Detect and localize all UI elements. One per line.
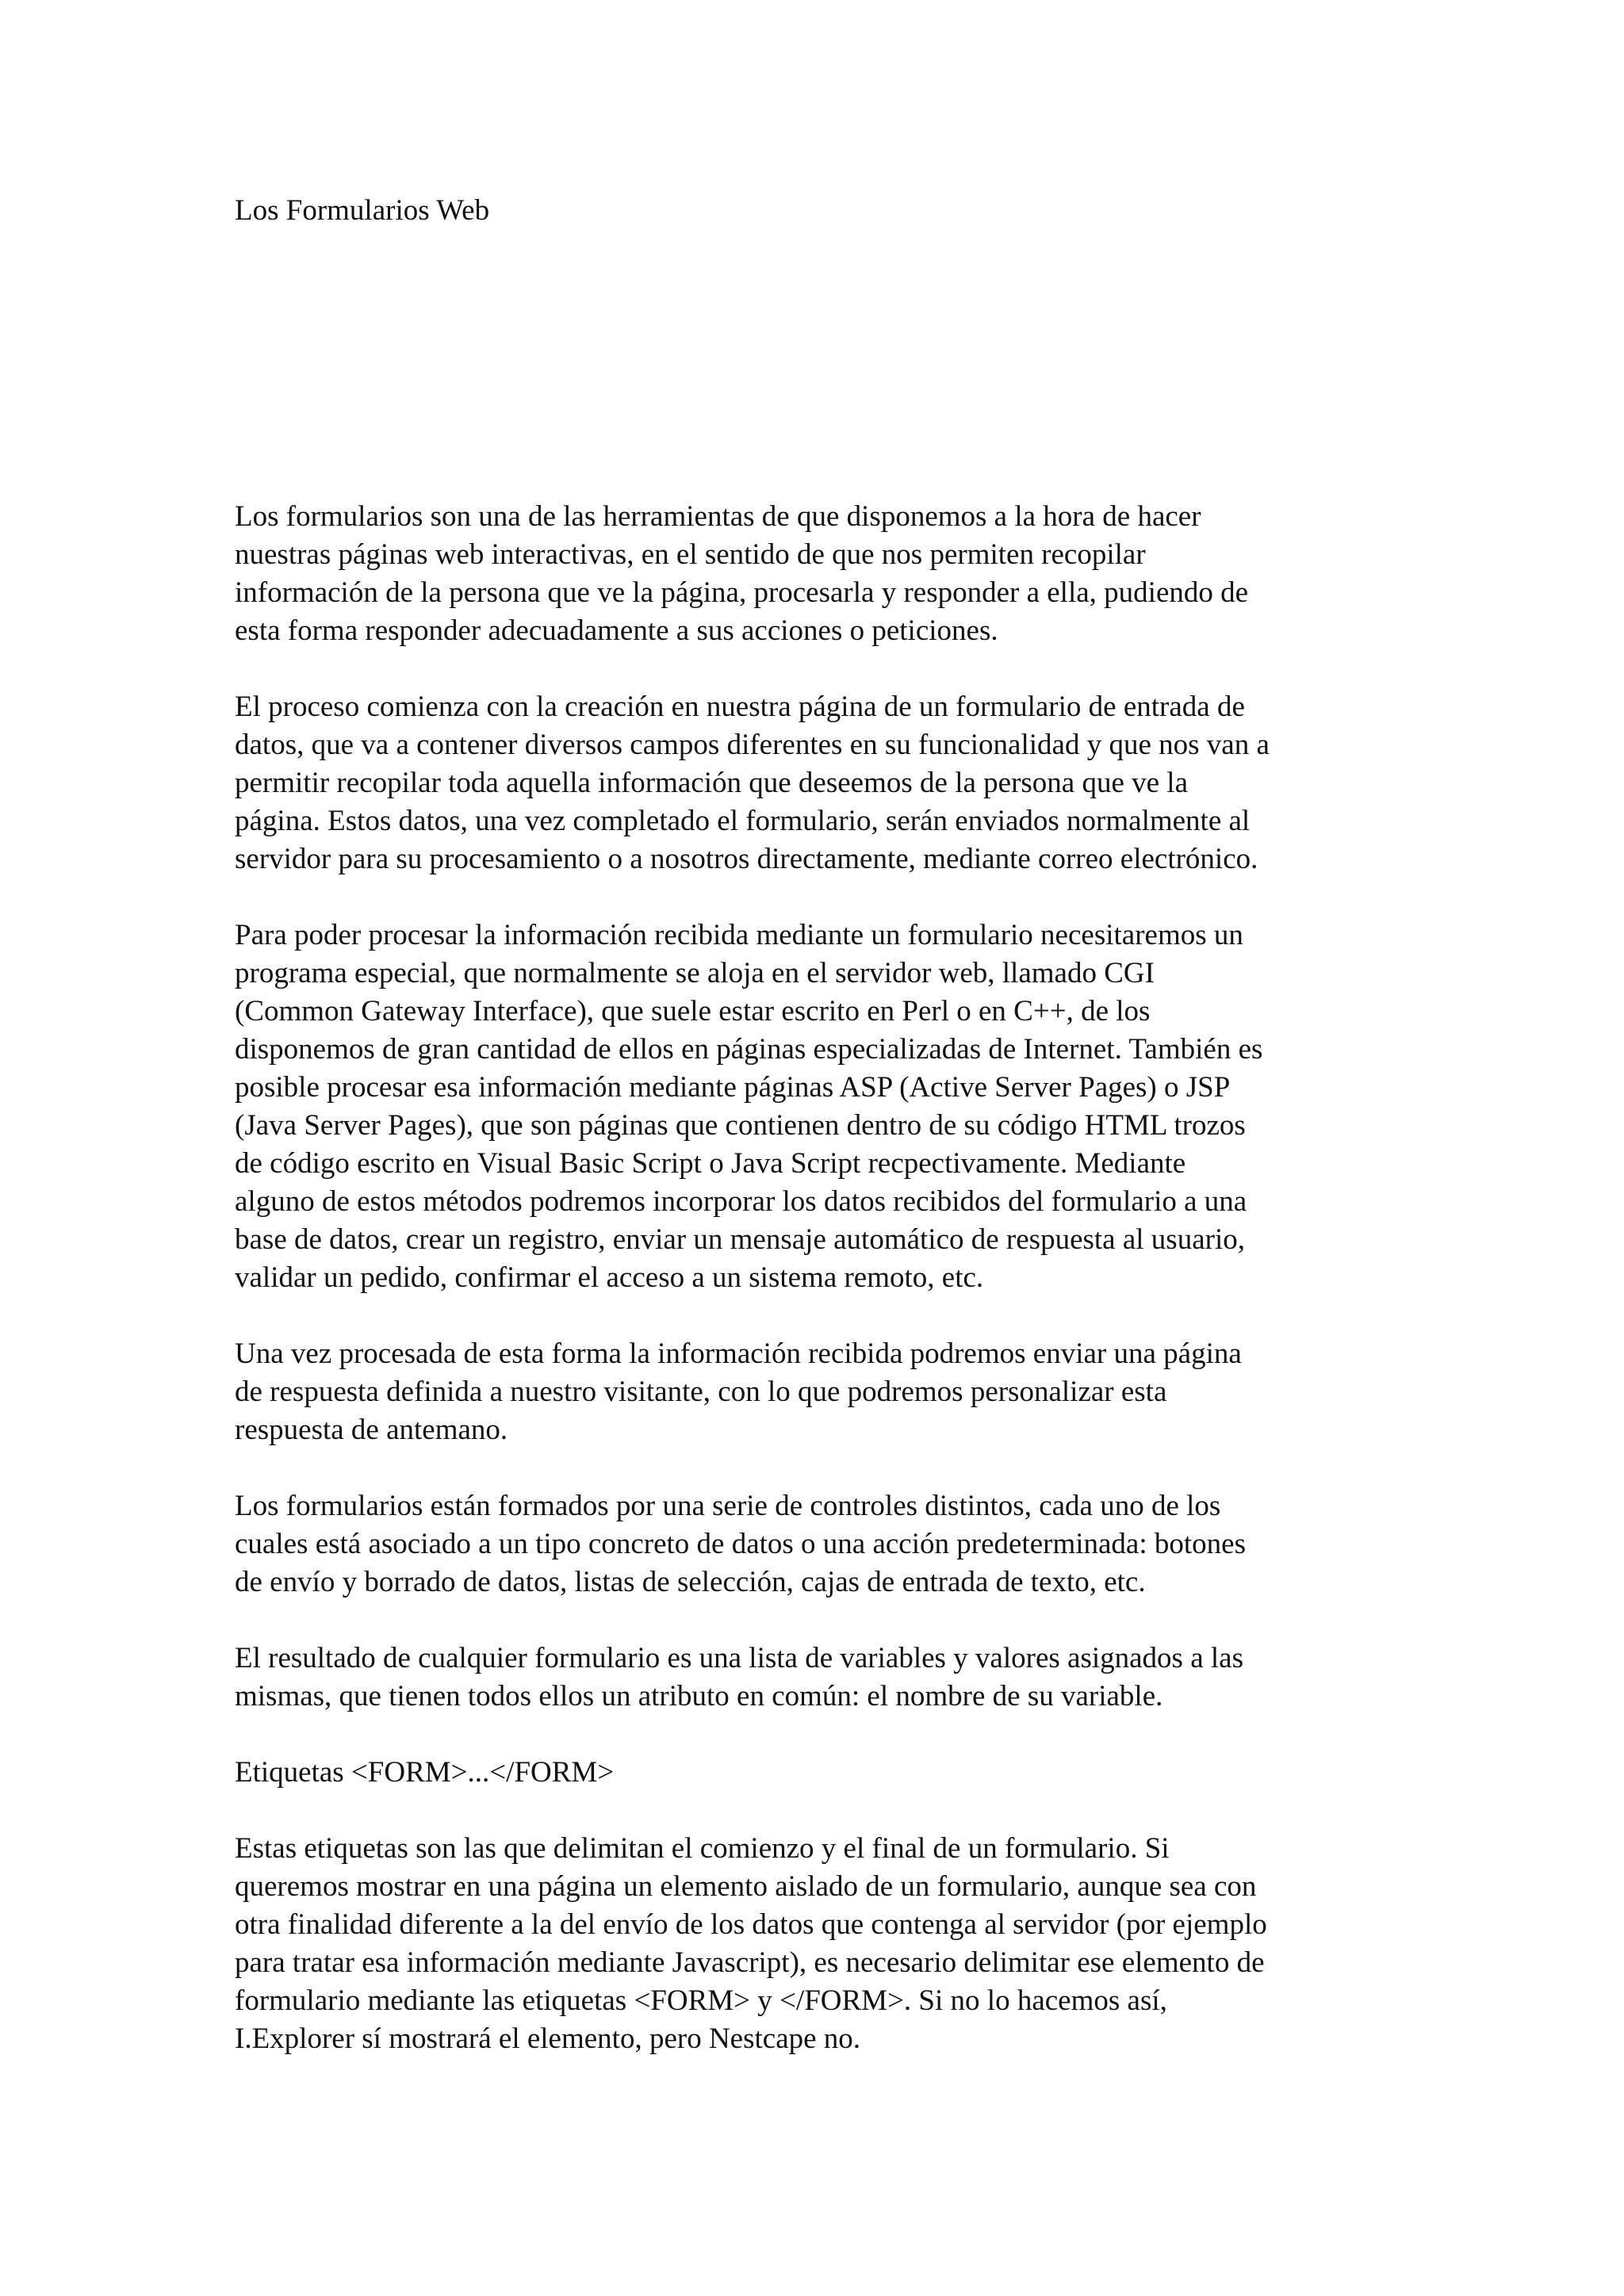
paragraph-process (235, 688, 1424, 878)
paragraph-controls (235, 1487, 1424, 1601)
text-line: El proceso comienza con la creación en nuestra página de un formulario de entrada de (235, 691, 1245, 723)
document-title: Los Formularios Web (235, 194, 490, 227)
text-line: disponemos de gran cantidad de ellos en páginas especializadas de Internet. También es (235, 1033, 1263, 1066)
text-line: respuesta de antemano. (235, 1414, 508, 1446)
text-line: Estas etiquetas son las que delimitan el comienzo y el final de un formulario. Si (235, 1832, 1170, 1865)
text-line: de respuesta definida a nuestro visitante, con lo que podremos personalizar esta (235, 1376, 1167, 1408)
paragraph-forms-intro (235, 498, 1424, 650)
text-line: página. Estos datos, una vez completado el formulario, serán enviados normalmente al (235, 805, 1251, 837)
text-line: cuales está asociado a un tipo concreto de datos o una acción predeterminada: botones (235, 1528, 1246, 1560)
section-heading-form-tags (235, 1754, 1424, 1792)
text-line: validar un pedido, confirmar el acceso a un sistema remoto, etc. (235, 1261, 984, 1294)
document-body (235, 498, 1424, 2096)
text-line: datos, que va a contener diversos campos diferentes en su funcionalidad y que nos van a (235, 729, 1270, 761)
text-line: Los formularios son una de las herramientas de que disponemos a la hora de hacer (235, 500, 1201, 533)
text-line: Una vez procesada de esta forma la información recibida podremos enviar una página (235, 1337, 1242, 1370)
text-line: Para poder procesar la información recibida mediante un formulario necesitaremos un (235, 919, 1243, 951)
text-line: (Java Server Pages), que son páginas que contienen dentro de su código HTML trozos (235, 1109, 1246, 1142)
text-line: para tratar esa información mediante Javascript), es necesario delimitar ese elemento de (235, 1946, 1265, 1979)
text-line: esta forma responder adecuadamente a sus acciones o peticiones. (235, 614, 998, 647)
text-line: posible procesar esa información mediante páginas ASP (Active Server Pages) o JSP (235, 1071, 1231, 1104)
text-line: mismas, que tienen todos ellos un atributo en común: el nombre de su variable. (235, 1680, 1163, 1712)
text-line: permitir recopilar toda aquella información que deseemos de la persona que ve la (235, 767, 1189, 799)
paragraph-result (235, 1640, 1424, 1716)
text-line: El resultado de cualquier formulario es una lista de variables y valores asignados a las (235, 1642, 1243, 1674)
text-line: (Common Gateway Interface), que suele estar escrito en Perl o en C++, de los (235, 995, 1151, 1027)
text-line: servidor para su procesamiento o a nosotros directamente, mediante correo electrónico. (235, 843, 1258, 875)
text-line: alguno de estos métodos podremos incorporar los datos recibidos del formulario a una (235, 1185, 1247, 1218)
paragraph-response-page (235, 1335, 1424, 1449)
text-line: de envío y borrado de datos, listas de selección, cajas de entrada de texto, etc. (235, 1566, 1146, 1598)
text-line: Los formularios están formados por una serie de controles distintos, cada uno de los (235, 1490, 1221, 1522)
text-line: nuestras páginas web interactivas, en el sentido de que nos permiten recopilar (235, 538, 1146, 571)
text-line: de código escrito en Visual Basic Script o Java Script recpectivamente. Mediante (235, 1147, 1186, 1180)
text-line: Etiquetas <FORM>...</FORM> (235, 1756, 615, 1789)
paragraph-form-tags (235, 1830, 1424, 2058)
text-line: base de datos, crear un registro, enviar un mensaje automático de respuesta al usuario, (235, 1223, 1245, 1256)
text-line: programa especial, que normalmente se aloja en el servidor web, llamado CGI (235, 957, 1155, 989)
text-line: queremos mostrar en una página un elemento aislado de un formulario, aunque sea con (235, 1870, 1257, 1903)
text-line: información de la persona que ve la página, procesarla y responder a ella, pudiendo de (235, 576, 1249, 609)
paragraph-processing-methods (235, 916, 1424, 1297)
text-line: formulario mediante las etiquetas <FORM> y </FORM>. Si no lo hacemos así, (235, 1984, 1167, 2017)
text-line: otra finalidad diferente a la del envío de los datos que contenga al servidor (por ejemplo (235, 1908, 1267, 1941)
text-line: I.Explorer sí mostrará el elemento, pero Nestcape no. (235, 2022, 861, 2055)
